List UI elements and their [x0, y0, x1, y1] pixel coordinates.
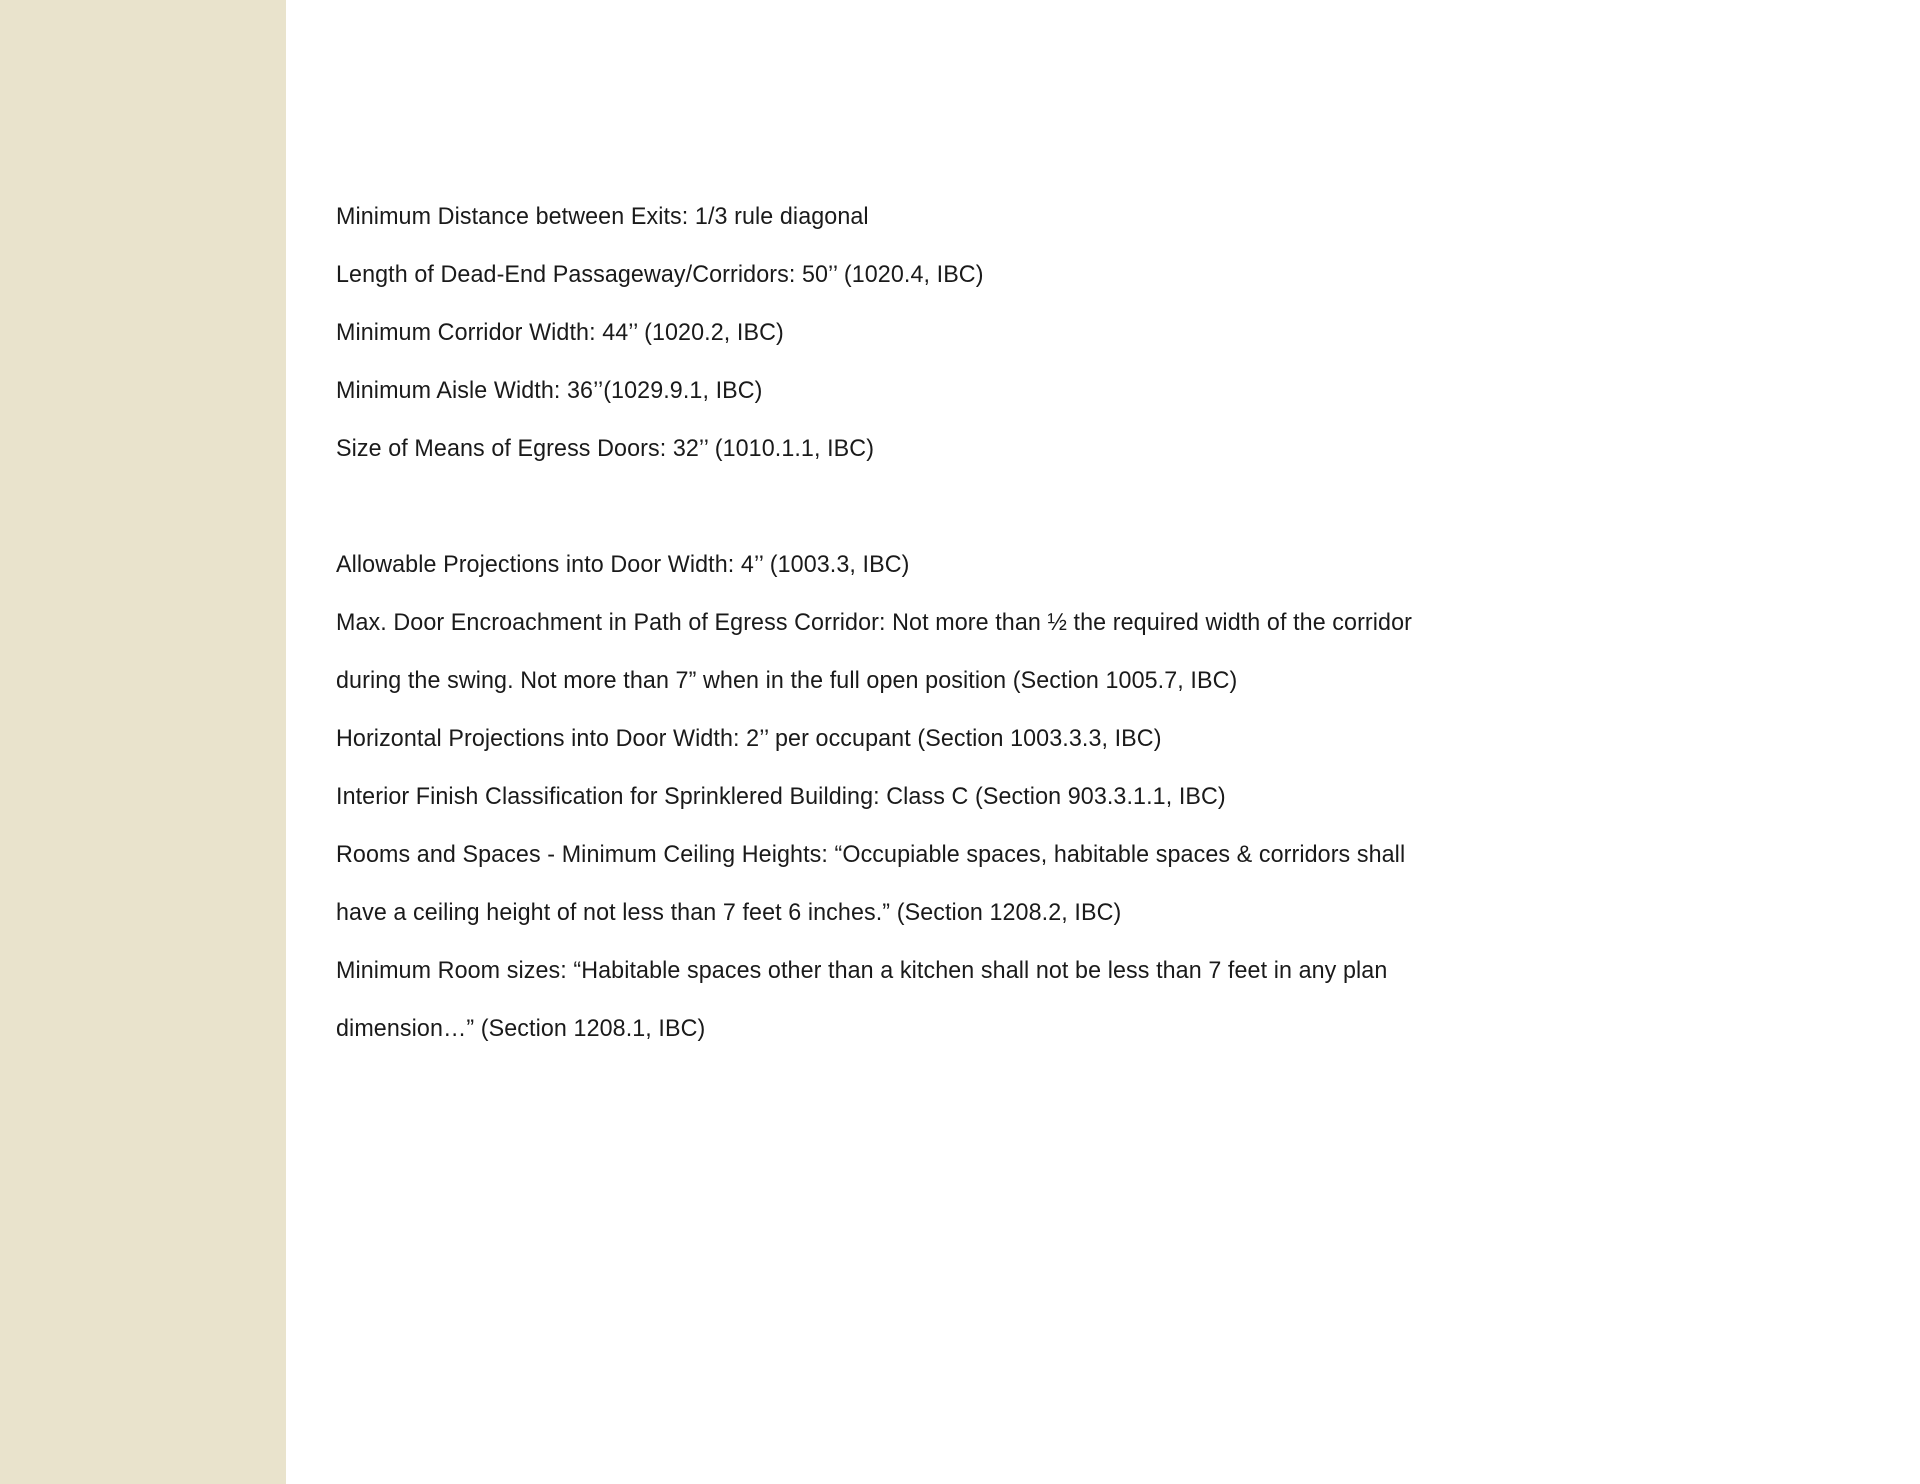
- text-line-ceiling-heights-1: Rooms and Spaces - Minimum Ceiling Heights: “Occupiable spaces, habitable spaces & corridors shall: [336, 841, 1406, 868]
- code-requirements-text: [336, 188, 1676, 1058]
- paragraph-gap: [336, 478, 1676, 536]
- text-line-corridor-width: Minimum Corridor Width: 44’’ (1020.2, IBC): [336, 319, 784, 346]
- text-line-room-sizes-1: Minimum Room sizes: “Habitable spaces other than a kitchen shall not be less than 7 feet in any plan: [336, 957, 1388, 984]
- text-line-aisle-width: Minimum Aisle Width: 36’’(1029.9.1, IBC): [336, 377, 763, 404]
- text-line-exit-distance: Minimum Distance between Exits: 1/3 rule diagonal: [336, 203, 869, 230]
- text-line-dead-end-length: Length of Dead-End Passageway/Corridors: 50’’ (1020.4, IBC): [336, 261, 984, 288]
- side-band: [0, 0, 286, 1484]
- text-line-horizontal-projections: Horizontal Projections into Door Width: 2’’ per occupant (Section 1003.3.3, IBC): [336, 725, 1162, 752]
- text-line-door-projections: Allowable Projections into Door Width: 4’’ (1003.3, IBC): [336, 551, 910, 578]
- text-line-ceiling-heights-2: have a ceiling height of not less than 7 feet 6 inches.” (Section 1208.2, IBC): [336, 899, 1122, 926]
- text-line-door-encroachment-1: Max. Door Encroachment in Path of Egress Corridor: Not more than ½ the required width of the corridor: [336, 609, 1413, 636]
- text-line-egress-door-size: Size of Means of Egress Doors: 32’’ (1010.1.1, IBC): [336, 435, 875, 462]
- text-line-door-encroachment-2: during the swing. Not more than 7” when in the full open position (Section 1005.7, IBC): [336, 667, 1238, 694]
- text-line-room-sizes-2: dimension…” (Section 1208.1, IBC): [336, 1015, 706, 1042]
- text-line-interior-finish: Interior Finish Classification for Sprinklered Building: Class C (Section 903.3.1.1, IBC): [336, 783, 1226, 810]
